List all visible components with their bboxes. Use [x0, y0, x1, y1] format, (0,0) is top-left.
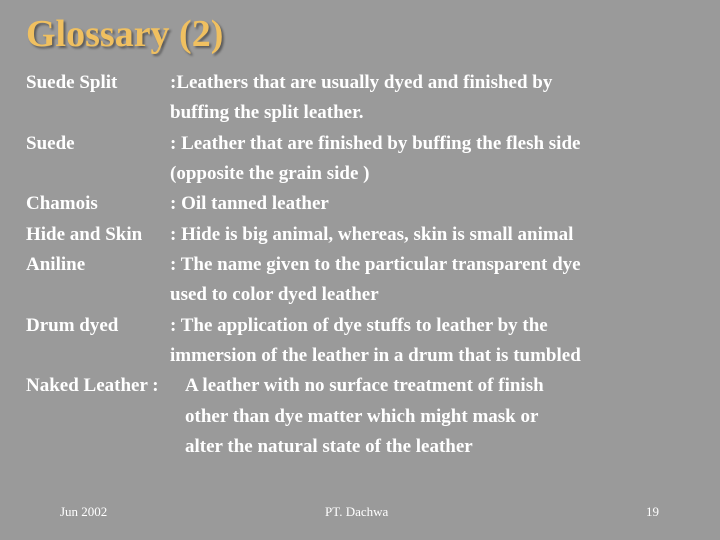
footer-date: Jun 2002 — [60, 504, 108, 519]
footer-page-number: 19 — [646, 504, 659, 519]
slide-title: Glossary (2) — [26, 13, 224, 55]
definition-suede-split-line-1: :Leathers that are usually dyed and finished by — [170, 72, 553, 93]
definition-drum-dyed-line-2: immersion of the leather in a drum that is tumbled — [170, 345, 581, 366]
definition-drum-dyed-line-1: : The application of dye stuffs to leather by the — [170, 315, 548, 336]
definition-aniline-line-1: : The name given to the particular transparent dye — [170, 254, 581, 275]
definition-naked-leather-line-2: other than dye matter which might mask or — [185, 406, 539, 427]
definition-aniline-line-2: used to color dyed leather — [170, 284, 379, 305]
term-suede: Suede — [26, 133, 75, 154]
term-hide-and-skin: Hide and Skin — [26, 224, 143, 245]
definition-chamois-line-1: : Oil tanned leather — [170, 193, 329, 214]
term-drum-dyed: Drum dyed — [26, 315, 119, 336]
definition-suede-line-2: (opposite the grain side ) — [170, 163, 370, 184]
term-aniline: Aniline — [26, 254, 86, 275]
term-naked-leather: Naked Leather : — [26, 375, 159, 396]
definition-naked-leather-line-1: A leather with no surface treatment of finish — [185, 375, 544, 396]
definition-suede-split-line-2: buffing the split leather. — [170, 102, 364, 123]
definition-hide-and-skin-line-1: : Hide is big animal, whereas, skin is small animal — [170, 224, 574, 245]
term-suede-split: Suede Split — [26, 72, 118, 93]
footer-author: PT. Dachwa — [325, 504, 389, 519]
term-chamois: Chamois — [26, 193, 98, 214]
definition-suede-line-1: : Leather that are finished by buffing the flesh side — [170, 133, 581, 154]
definition-naked-leather-line-3: alter the natural state of the leather — [185, 436, 473, 457]
